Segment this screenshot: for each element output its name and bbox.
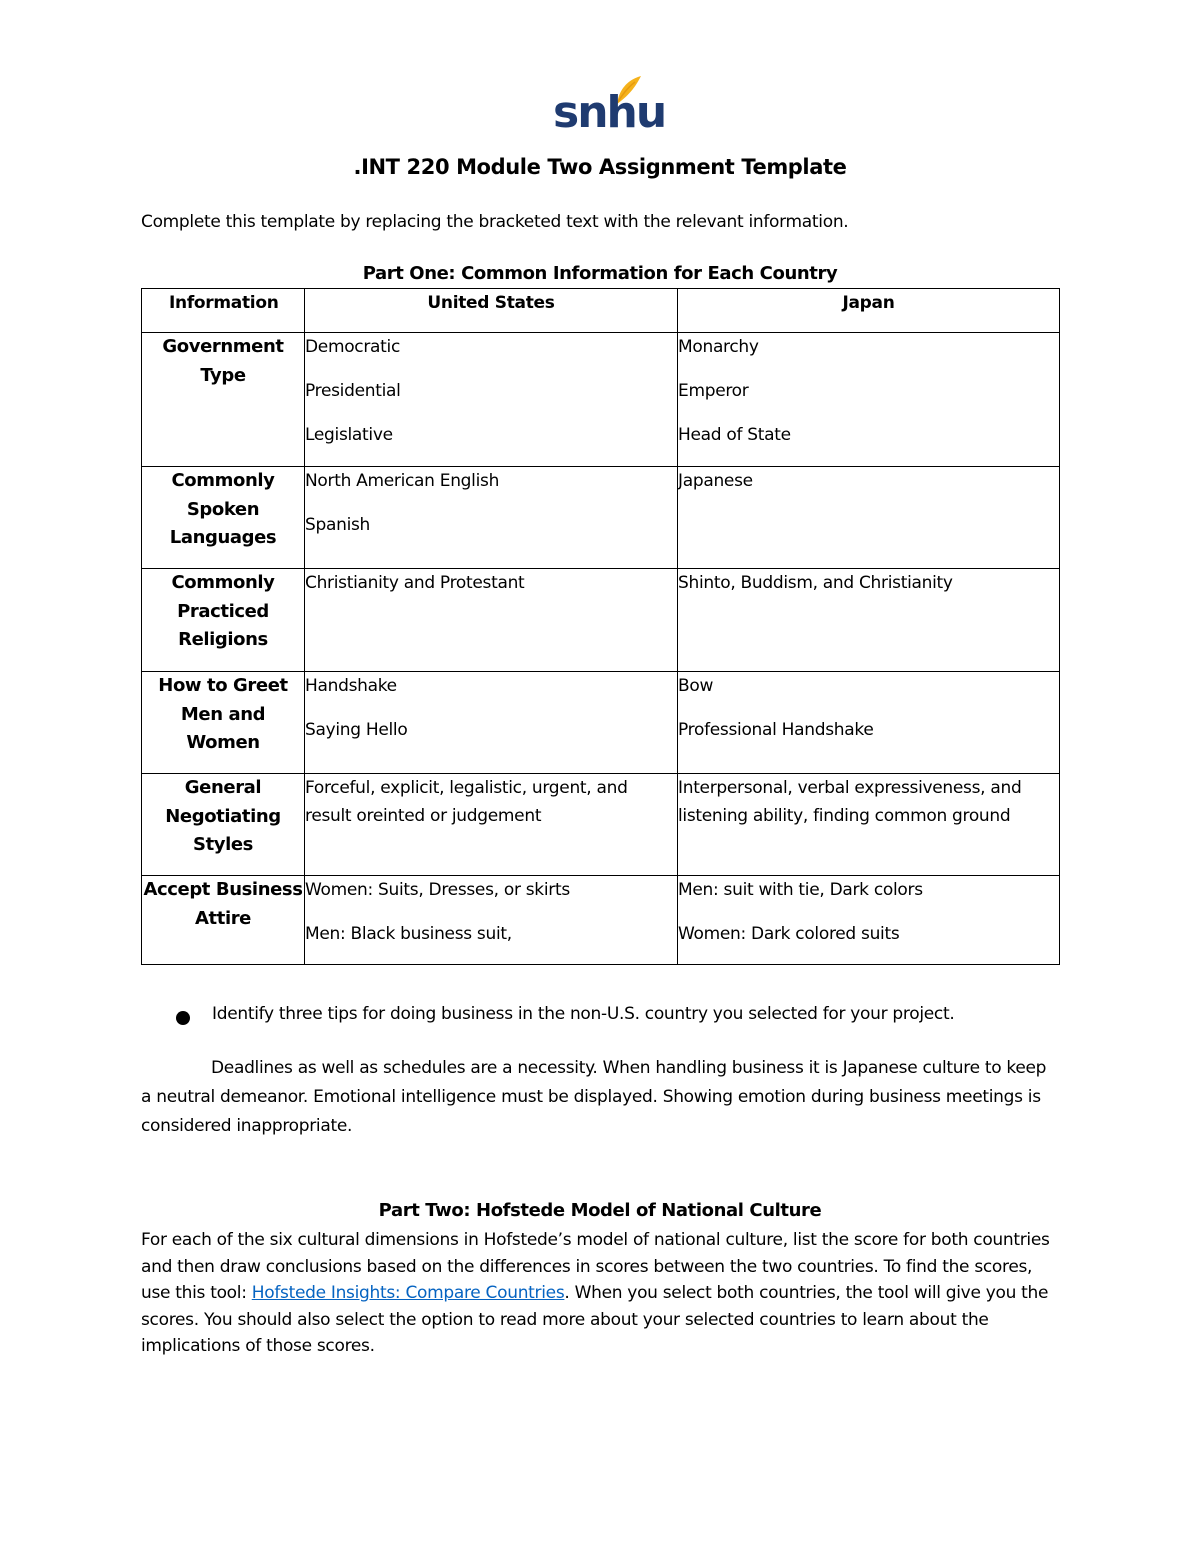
part-one-heading: Part One: Common Information for Each Country xyxy=(362,263,838,284)
cell-line: Interpersonal, verbal expressiveness, and listening ability, finding common ground xyxy=(678,778,1022,826)
logo-text: snhu xyxy=(553,87,666,138)
intro-text: Complete this template by replacing the bracketed text with the relevant information. xyxy=(141,212,849,232)
united-states-cell xyxy=(305,333,678,467)
japan-cell xyxy=(678,672,1060,774)
snhu-logo xyxy=(553,74,666,138)
column-header-japan: Japan xyxy=(678,289,1060,333)
cell-line: Professional Handshake xyxy=(678,720,874,740)
japan-cell xyxy=(678,774,1060,876)
japan-cell xyxy=(678,569,1060,672)
column-header-united-states: United States xyxy=(305,289,678,333)
row-label: Accept Business Attire xyxy=(142,876,305,965)
row-label: Commonly Practiced Religions xyxy=(142,569,305,672)
cell-line: Legislative xyxy=(305,425,393,445)
table-row xyxy=(142,333,1060,467)
table-row xyxy=(142,774,1060,876)
bullet-text: Identify three tips for doing business in the non-U.S. country you selected for your project. xyxy=(212,1004,955,1024)
cell-line: Japanese xyxy=(678,471,753,491)
row-label: General Negotiating Styles xyxy=(142,774,305,876)
cell-line: Monarchy xyxy=(678,337,759,357)
cell-line: North American English xyxy=(305,471,500,491)
row-label: Commonly Spoken Languages xyxy=(142,467,305,569)
row-label: Government Type xyxy=(142,333,305,467)
japan-cell xyxy=(678,467,1060,569)
cell-line: Spanish xyxy=(305,515,371,535)
cell-line: Forceful, explicit, legalistic, urgent, and result oreinted or judgement xyxy=(305,778,628,826)
column-header-information: Information xyxy=(142,289,305,333)
cell-line: Men: suit with tie, Dark colors xyxy=(678,880,923,900)
table-row xyxy=(142,569,1060,672)
united-states-cell xyxy=(305,876,678,965)
japan-cell xyxy=(678,333,1060,467)
united-states-cell xyxy=(305,467,678,569)
hofstede-link[interactable]: Hofstede Insights: Compare Countries xyxy=(251,1283,565,1303)
cell-line: Head of State xyxy=(678,425,791,445)
bullet-icon xyxy=(176,1011,190,1025)
united-states-cell xyxy=(305,569,678,672)
cell-line: Presidential xyxy=(305,381,401,401)
united-states-cell xyxy=(305,774,678,876)
cell-line: Women: Suits, Dresses, or skirts xyxy=(305,880,570,900)
table-row xyxy=(142,672,1060,774)
cell-line: Emperor xyxy=(678,381,749,401)
cell-line: Women: Dark colored suits xyxy=(678,924,900,944)
table-row xyxy=(142,876,1060,965)
row-label: How to Greet Men and Women xyxy=(142,672,305,774)
cell-line: Bow xyxy=(678,676,714,696)
country-info-table xyxy=(141,288,1060,965)
cell-line: Saying Hello xyxy=(305,720,408,740)
japan-cell xyxy=(678,876,1060,965)
part-two-text-before: For each of the six cultural dimensions in Hofstede’s model of national culture, list the score for both countries and then draw conclusions based on the differences in scores between the two countries. To find the scores, use this tool: xyxy=(141,1230,1050,1303)
page-title: .INT 220 Module Two Assignment Template xyxy=(353,155,847,179)
united-states-cell xyxy=(305,672,678,774)
table-row xyxy=(142,467,1060,569)
answer-paragraph: Deadlines as well as schedules are a necessity. When handling business it is Japanese culture to keep a neutral demeanor. Emotional intelligence must be displayed. Showing emotion during business meetings is considered inappropriate. xyxy=(141,1058,1047,1136)
part-two-paragraph xyxy=(141,1227,1066,1360)
cell-line: Democratic xyxy=(305,337,400,357)
cell-line: Men: Black business suit, xyxy=(305,924,512,944)
part-two-text-after: . When you select both countries, the tool will give you the scores. You should also select the option to read more about your selected countries to learn about the implications of those scores. xyxy=(141,1283,1049,1356)
cell-line: Christianity and Protestant xyxy=(305,573,525,593)
cell-line: Shinto, Buddism, and Christianity xyxy=(678,573,953,593)
cell-line: Handshake xyxy=(305,676,397,696)
part-two-heading: Part Two: Hofstede Model of National Culture xyxy=(378,1200,822,1221)
table-header-row xyxy=(142,289,1060,333)
